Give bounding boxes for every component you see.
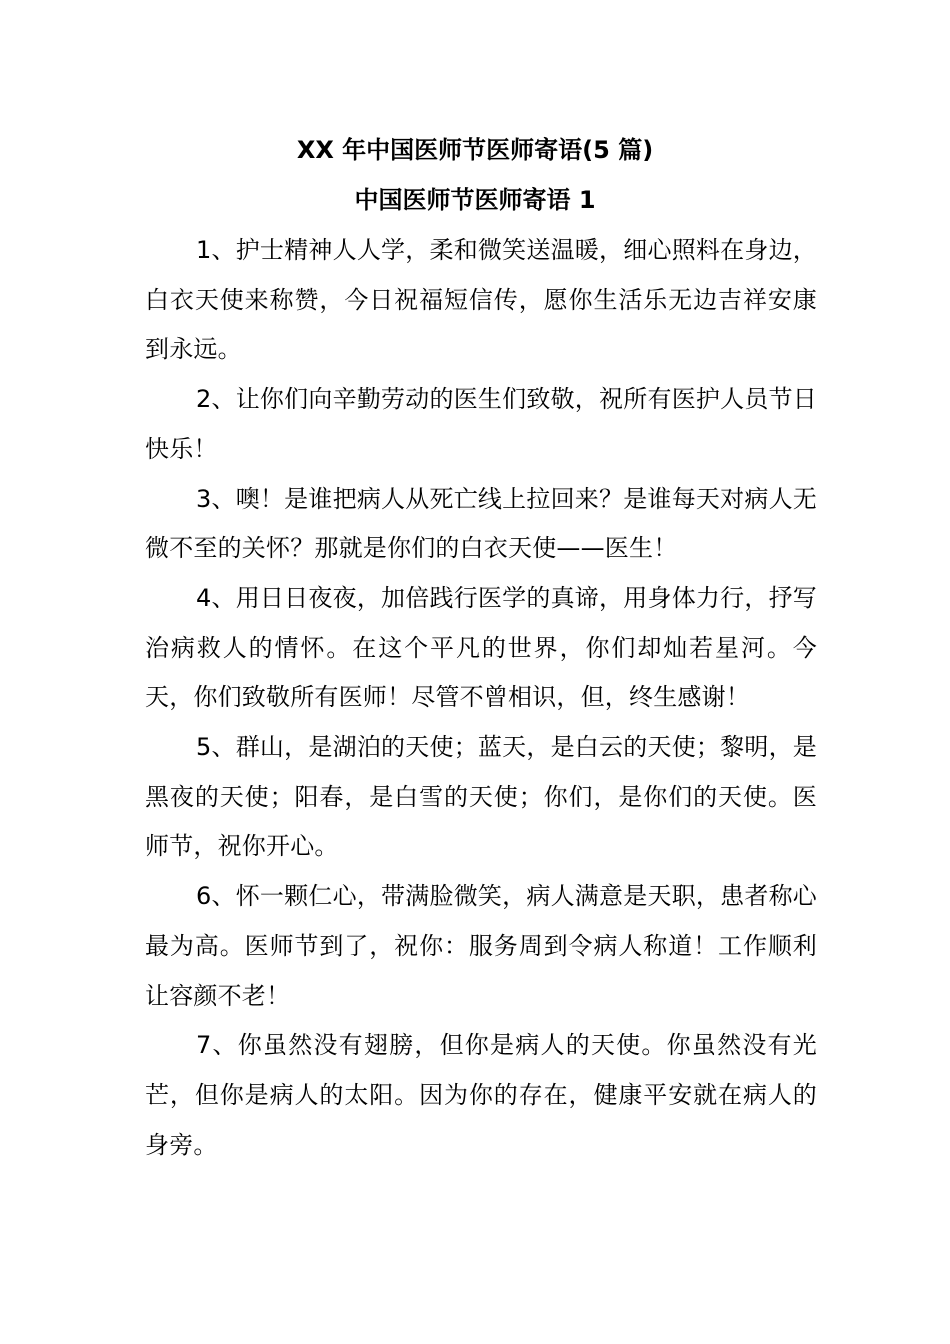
paragraph-3: 3、噢！是谁把病人从死亡线上拉回来？是谁每天对病人无微不至的关怀？那就是你们的白衣天使——医生！: [145, 484, 817, 563]
paragraph-5: 5、群山，是湖泊的天使；蓝天，是白云的天使；黎明，是黑夜的天使；阳春，是白雪的天使；你们，是你们的天使。医师节，祝你开心。: [145, 733, 817, 861]
document-title: XX 年中国医师节医师寄语(5 篇): [296, 136, 654, 164]
paragraph-1: 1、护士精神人人学，柔和微笑送温暖，细心照料在身边，白衣天使来称赞，今日祝福短信传，愿你生活乐无边吉祥安康到永远。: [145, 236, 817, 364]
section-heading: 中国医师节医师寄语 1: [354, 186, 596, 214]
document-body: [145, 226, 817, 1170]
paragraph-2: 2、让你们向辛勤劳动的医生们致敬，祝所有医护人员节日快乐！: [145, 385, 817, 463]
paragraph-7: 7、你虽然没有翅膀，但你是病人的天使。你虽然没有光芒，但你是病人的太阳。因为你的存在，健康平安就在病人的身旁。: [145, 1031, 817, 1159]
paragraph-6: 6、怀一颗仁心，带满脸微笑，病人满意是天职，患者称心最为高。医师节到了，祝你：服务周到令病人称道！工作顺利让容颜不老！: [145, 882, 817, 1010]
paragraph-4: 4、用日日夜夜，加倍践行医学的真谛，用身体力行，抒写治病救人的情怀。在这个平凡的世界，你们却灿若星河。今天，你们致敬所有医师！尽管不曾相识，但，终生感谢！: [145, 583, 817, 712]
